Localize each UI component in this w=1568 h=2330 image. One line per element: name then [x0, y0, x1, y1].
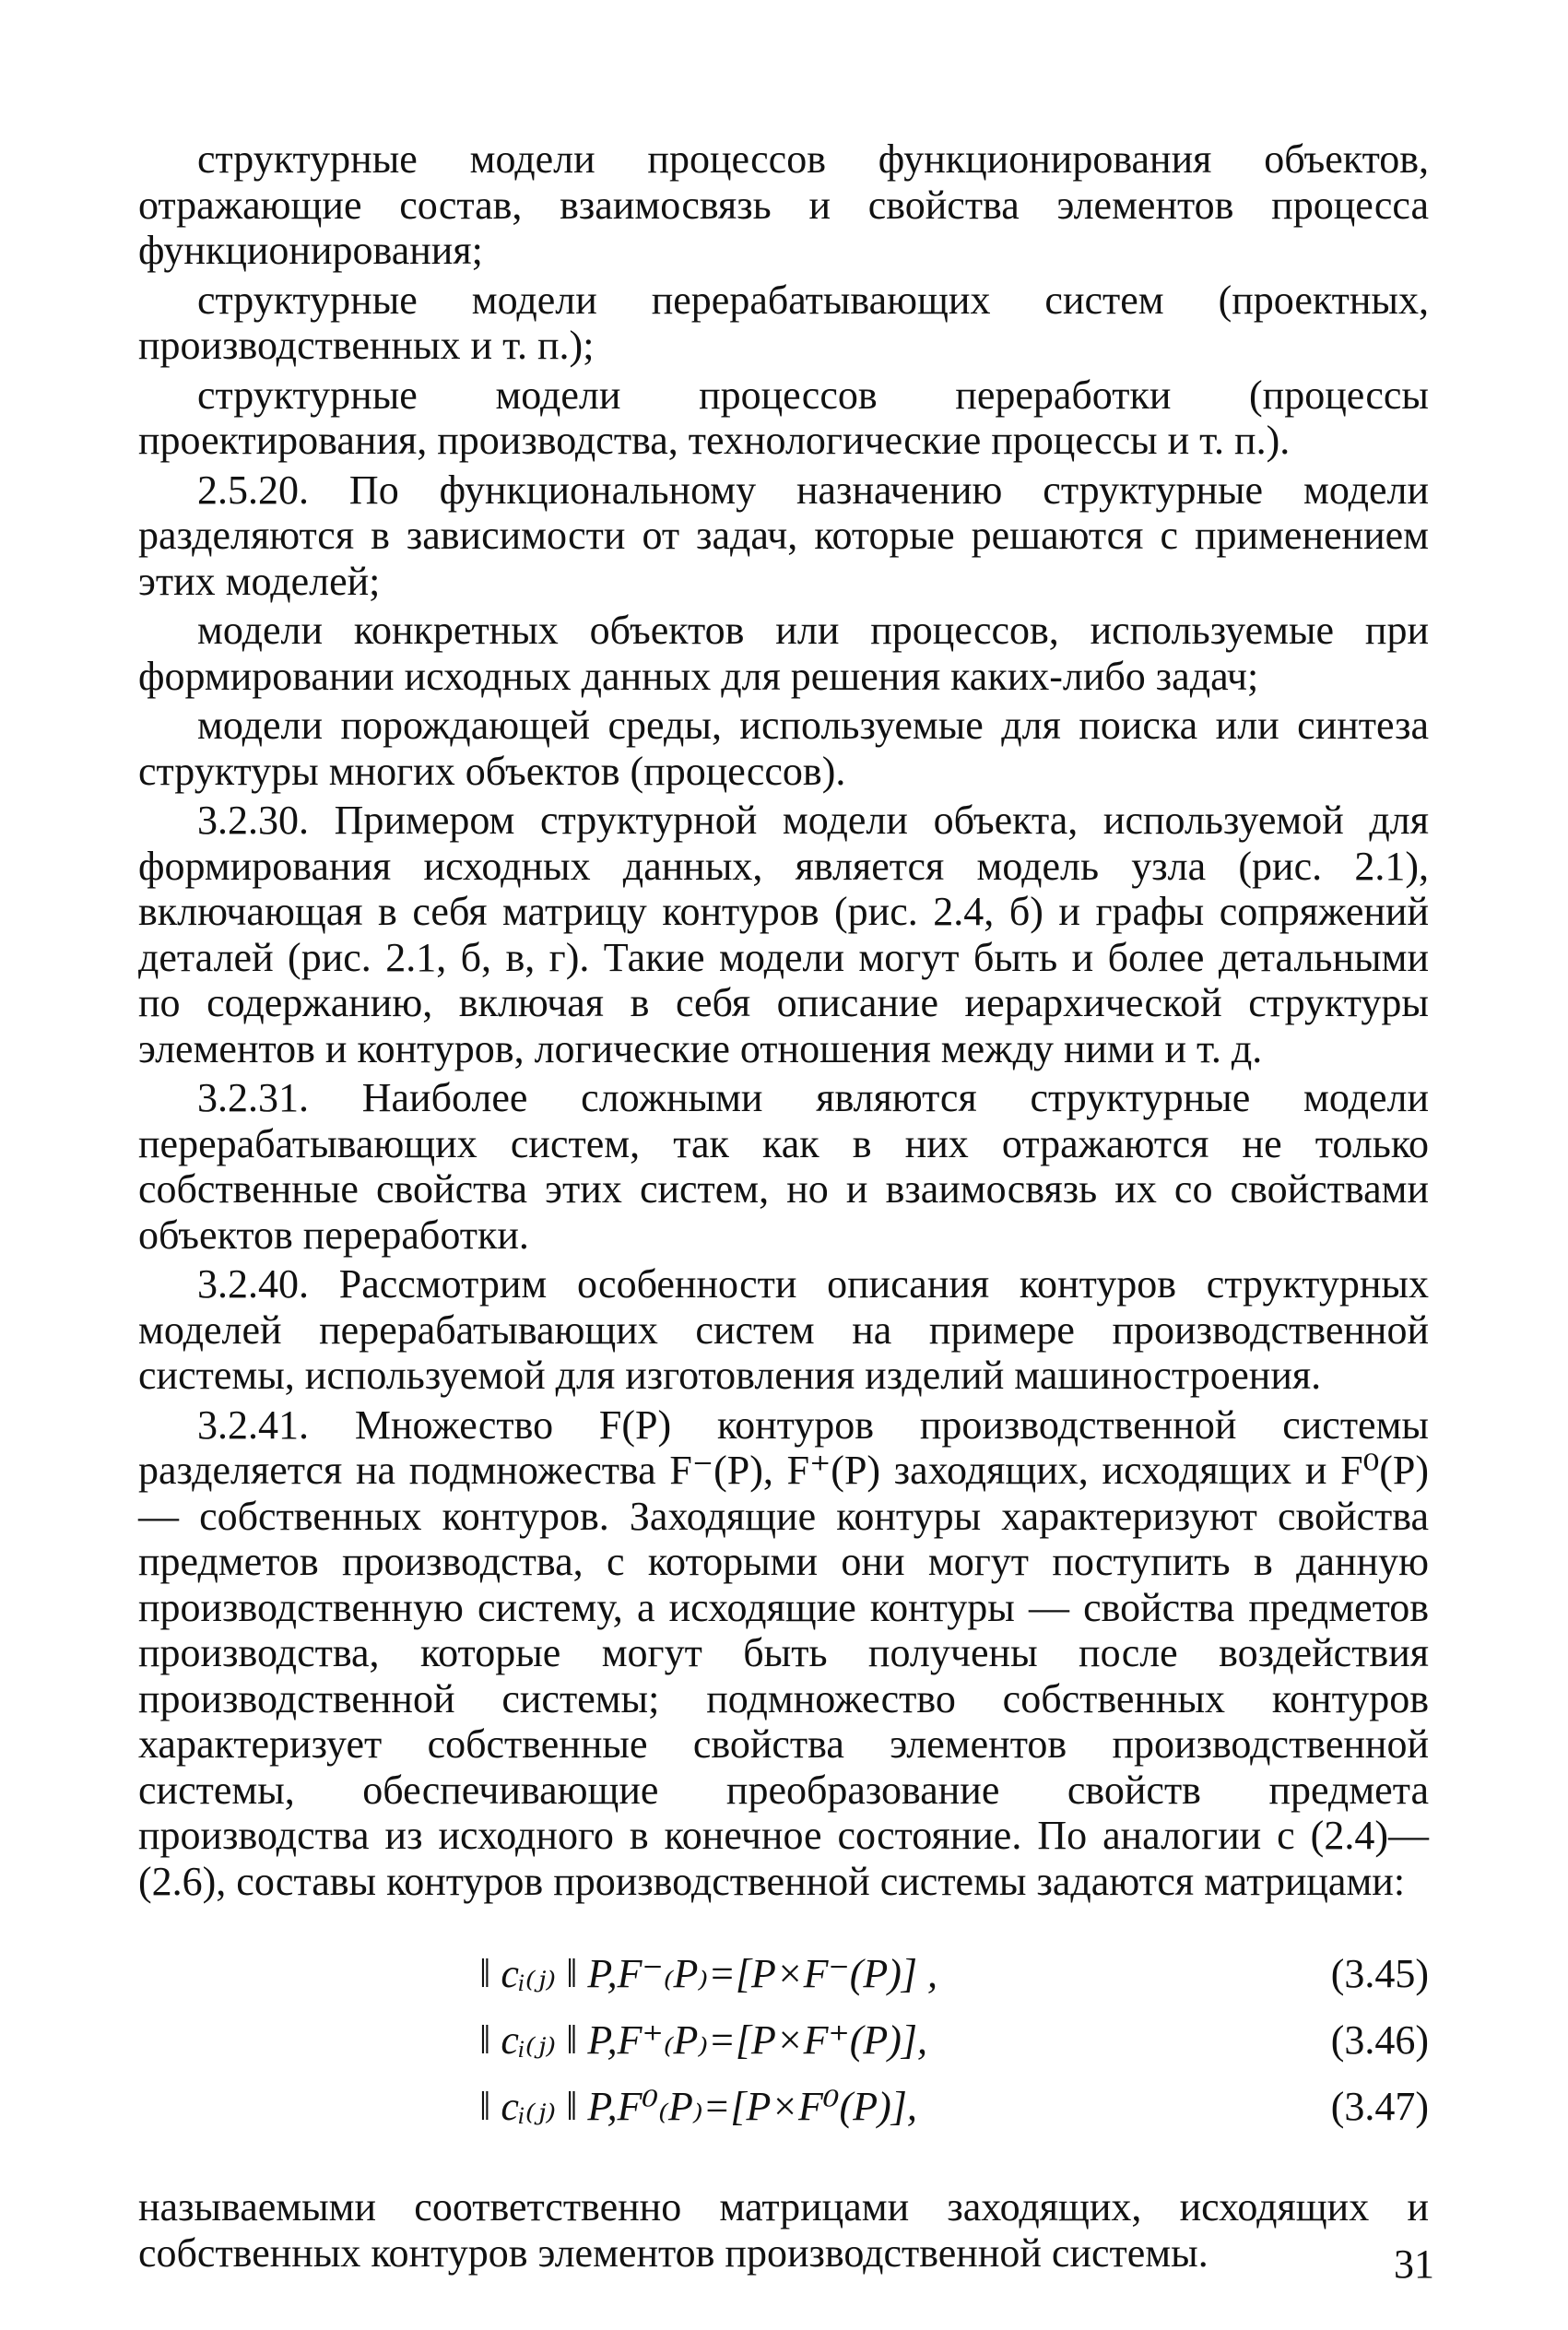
- equation-number: (3.47): [1330, 2084, 1429, 2129]
- equation-3-46: [138, 2007, 1429, 2074]
- equation-3-47: [138, 2074, 1429, 2140]
- paragraph-3-2-30: 3.2.30. Примером структурной модели объекта, используемой для формирования исходных данных, является модель узла (рис. 2.1), включающая в себя матрицу контуров (рис. 2.4, б) и графы сопряжений деталей (рис. 2.1, б, в, г). Такие модели могут быть и более детальными по содержанию, включая в себя описание иерархической структуры элементов и контуров, логические отношения между ними и т. д.: [138, 798, 1429, 1071]
- equation-expression: ‖ cᵢ₍ⱼ₎ ‖ P,F⁺₍P₎=[P×F⁺(P)],: [479, 2017, 928, 2063]
- equation-expression: ‖ cᵢ₍ⱼ₎ ‖ P,F⁰₍P₎=[P×F⁰(P)],: [479, 2084, 917, 2129]
- equation-expression: ‖ cᵢ₍ⱼ₎ ‖ P,F⁻₍P₎=[P×F⁻(P)] ,: [479, 1951, 938, 1996]
- equation-number: (3.45): [1330, 1951, 1429, 1996]
- paragraph-process-models: структурные модели процессов функционирования объектов, отражающие состав, взаимосвязь и свойства элементов процесса функционирования;: [138, 136, 1429, 273]
- paragraph-processing-systems: структурные модели перерабатывающих систем (проектных, производственных и т. п.);: [138, 277, 1429, 368]
- equation-3-45: [138, 1941, 1429, 2007]
- paragraph-generating-environment: модели порождающей среды, используемые для поиска или синтеза структуры многих объектов (процессов).: [138, 703, 1429, 794]
- equation-number: (3.46): [1330, 2017, 1429, 2063]
- paragraph-closing: называемыми соответственно матрицами заходящих, исходящих и собственных контуров элементов производственной системы.: [138, 2184, 1429, 2276]
- paragraph-concrete-models: модели конкретных объектов или процессов, используемые при формировании исходных данных для решения каких-либо задач;: [138, 608, 1429, 699]
- paragraph-2-5-20: 2.5.20. По функциональному назначению структурные модели разделяются в зависимости от задач, которые решаются с применением этих моделей;: [138, 467, 1429, 604]
- page-body: [138, 136, 1429, 2279]
- paragraph-processing-processes: структурные модели процессов переработки (процессы проектирования, производства, технологические процессы и т. п.).: [138, 372, 1429, 463]
- paragraph-3-2-41: 3.2.41. Множество F(P) контуров производственной системы разделяется на подмножества F⁻(P), F⁺(P) заходящих, исходящих и F⁰(P) — собственных контуров. Заходящие контуры характеризуют свойства предметов производства, с которыми они могут поступить в данную производственную систему, а исходящие контуры — свойства предметов производства, которые могут быть получены после воздействия производственной системы; подмножество собственных контуров характеризует собственные свойства элементов производственной системы, обеспечивающие преобразование свойств предмета производства из исходного в конечное состояние. По аналогии с (2.4)—(2.6), составы контуров производственной системы задаются матрицами:: [138, 1402, 1429, 1904]
- equation-block: [138, 1941, 1429, 2140]
- page-number: 31: [1394, 2241, 1434, 2287]
- paragraph-3-2-40: 3.2.40. Рассмотрим особенности описания контуров структурных моделей перерабатывающих систем на примере производственной системы, используемой для изготовления изделий машиностроения.: [138, 1261, 1429, 1398]
- paragraph-3-2-31: 3.2.31. Наиболее сложными являются структурные модели перерабатывающих систем, так как в них отражаются не только собственные свойства этих систем, но и взаимосвязь их со свойствами объектов переработки.: [138, 1075, 1429, 1258]
